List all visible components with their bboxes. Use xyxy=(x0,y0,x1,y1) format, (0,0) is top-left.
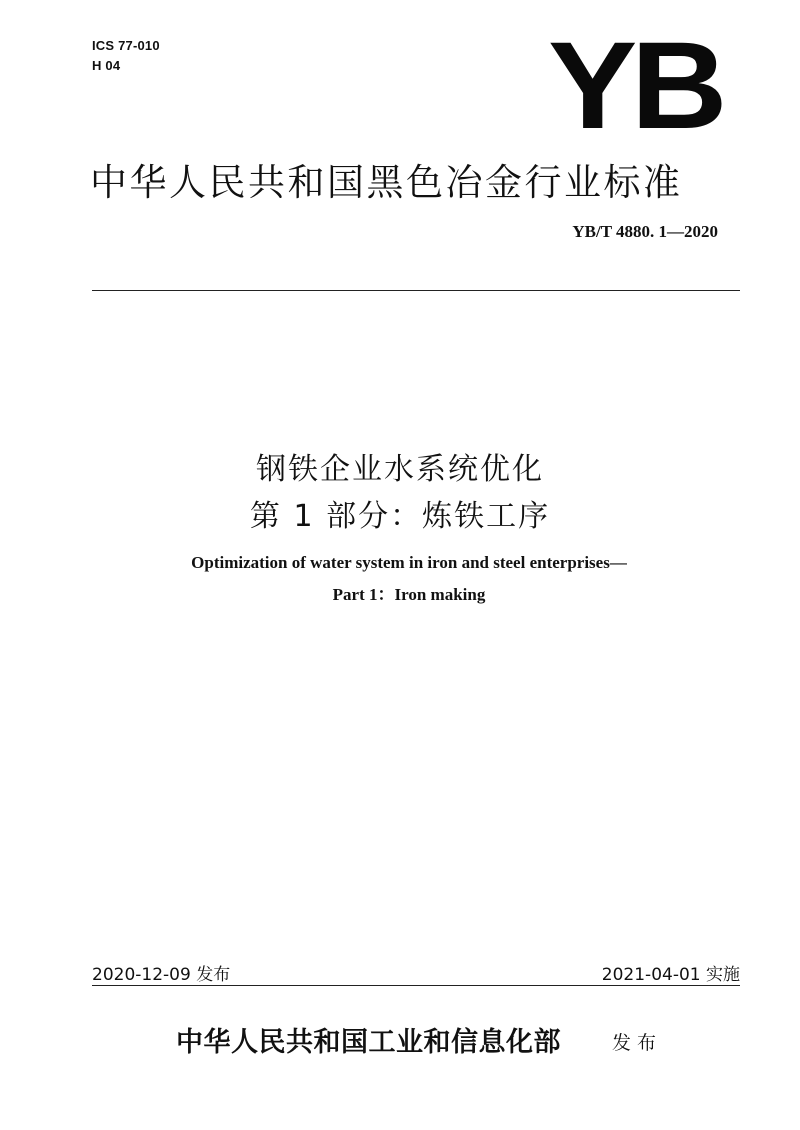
top-divider xyxy=(92,290,740,291)
bottom-divider xyxy=(92,985,740,986)
issuing-authority: 中华人民共和国工业和信息化部 xyxy=(176,1027,561,1058)
ccs-code: H 04 xyxy=(92,58,121,73)
title-chinese-line2: 第 1 部分：炼铁工序 xyxy=(249,499,551,534)
title-english-line2: Part 1：Iron making xyxy=(332,585,486,604)
implementation-date: 2021-04-01 实施 xyxy=(601,965,740,985)
issuing-action: 发布 xyxy=(612,1032,663,1054)
standard-category: 中华人民共和国黑色冶金行业标准 xyxy=(90,161,683,204)
issue-date: 2020-12-09 发布 xyxy=(92,965,231,985)
title-english-line1: Optimization of water system in iron and steel enterprises— xyxy=(191,553,627,572)
yb-logo: YB xyxy=(548,17,722,155)
ics-code: ICS 77-010 xyxy=(92,38,160,53)
title-chinese-line1: 钢铁企业水系统优化 xyxy=(256,452,544,487)
standard-number: YB/T 4880. 1—2020 xyxy=(572,222,718,241)
